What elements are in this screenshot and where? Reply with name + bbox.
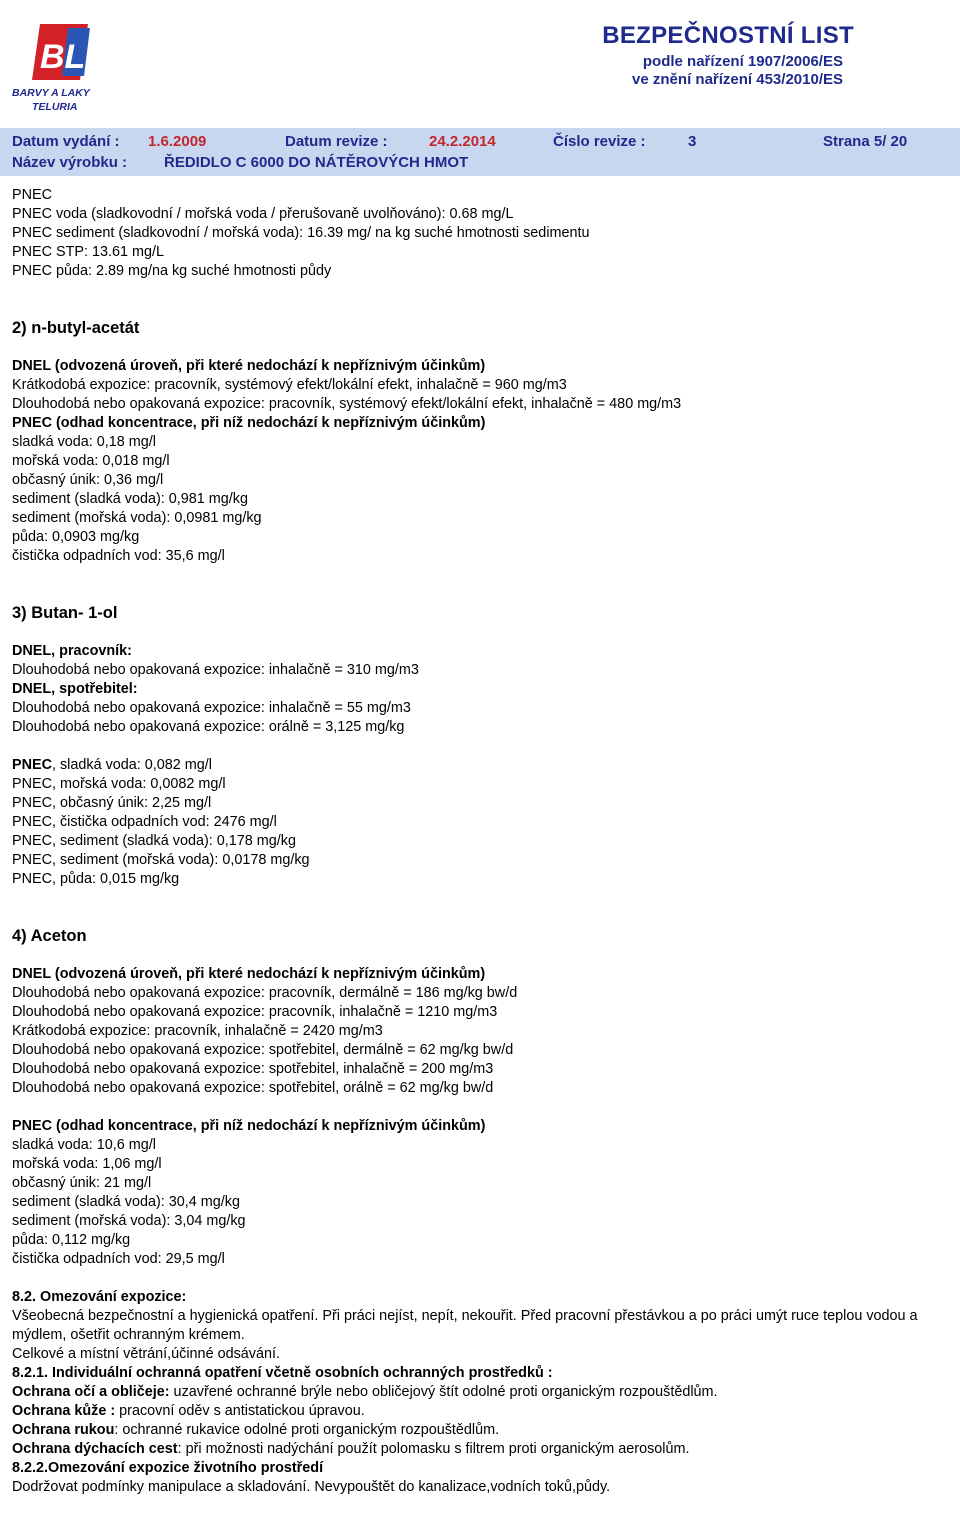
pnec-line: PNEC, občasný únik: 2,25 mg/l — [12, 795, 212, 811]
section-heading-8-2-1: 8.2.1. Individuální ochranná opatření včetně osobních ochranných prostředků : — [12, 1365, 553, 1381]
pnec-line: sladká voda: 10,6 mg/l — [12, 1137, 156, 1153]
dnel-line: Dlouhodobá nebo opakovaná expozice: spotřebitel, inhalačně = 200 mg/m3 — [12, 1061, 494, 1077]
dnel-line: Dlouhodobá nebo opakovaná expozice: pracovník, inhalačně = 1210 mg/m3 — [12, 1004, 498, 1020]
document-body — [12, 186, 948, 1497]
pnec-title: PNEC (odhad koncentrace, při níž nedochází k nepříznivým účinkům) — [12, 1118, 486, 1134]
dnel-line: Dlouhodobá nebo opakovaná expozice: spotřebitel, orálně = 62 mg/kg bw/d — [12, 1080, 494, 1096]
pnec-line: PNEC, čistička odpadních vod: 2476 mg/l — [12, 814, 277, 830]
pnec-line: PNEC sediment (sladkovodní / mořská voda): 16.39 mg/ na kg suché hmotnosti sedimentu — [12, 225, 590, 241]
environment-line: Dodržovat podmínky manipulace a skladování. Nevypouštět do kanalizace,vodních toků,půdy. — [12, 1479, 611, 1495]
revision-number-value: 3 — [688, 133, 697, 150]
pnec-line: PNEC STP: 13.61 mg/L — [12, 244, 164, 260]
dnel-worker-title: DNEL, pracovník: — [12, 643, 132, 659]
pnec-line: sladká voda: 0,18 mg/l — [12, 434, 156, 450]
issue-date-value: 1.6.2009 — [148, 133, 207, 150]
pnec-line: PNEC půda: 2.89 mg/na kg suché hmotnosti půdy — [12, 263, 332, 279]
revision-date-label: Datum revize : — [285, 133, 388, 150]
section-heading-butyl-acetate: 2) n-butyl-acetát — [12, 319, 140, 337]
company-logo — [10, 18, 120, 118]
pnec-line — [12, 756, 948, 775]
hand-protection-line — [12, 1421, 948, 1440]
hand-protection-text: : ochranné rukavice odolné proti organickým rozpouštědlům. — [114, 1422, 500, 1438]
logo-text-1: BARVY A LAKY — [12, 87, 90, 99]
respiratory-protection-label: Ochrana dýchacích cest — [12, 1441, 178, 1457]
pnec-value: , sladká voda: 0,082 mg/l — [51, 757, 212, 773]
product-label: Název výrobku : — [12, 154, 128, 171]
revision-date-value: 24.2.2014 — [429, 133, 496, 150]
pnec-line: občasný únik: 21 mg/l — [12, 1175, 152, 1191]
document-info-band — [0, 128, 960, 176]
dnel-consumer-title: DNEL, spotřebitel: — [12, 681, 138, 697]
pnec-line: PNEC, sediment (sladká voda): 0,178 mg/kg — [12, 833, 296, 849]
skin-protection-text: pracovní oděv s antistatickou úpravou. — [115, 1403, 365, 1419]
dnel-line: Dlouhodobá nebo opakovaná expozice: pracovník, dermálně = 186 mg/kg bw/d — [12, 985, 518, 1001]
logo-letters: BL — [40, 38, 86, 76]
dnel-line: Dlouhodobá nebo opakovaná expozice: orálně = 3,125 mg/kg — [12, 719, 405, 735]
page-number: Strana 5/ 20 — [823, 133, 908, 150]
pnec-bold-label: PNEC — [12, 757, 52, 773]
pnec-title: PNEC (odhad koncentrace, při níž nedochází k nepříznivým účinkům) — [12, 415, 486, 431]
pnec-line: sediment (mořská voda): 0,0981 mg/kg — [12, 510, 262, 526]
dnel-title: DNEL (odvozená úroveň, při které nedochází k nepříznivým účinkům) — [12, 966, 486, 982]
pnec-line: půda: 0,0903 mg/kg — [12, 529, 140, 545]
dnel-line: Dlouhodobá nebo opakovaná expozice: spotřebitel, dermálně = 62 mg/kg bw/d — [12, 1042, 514, 1058]
pnec-line: PNEC, sediment (mořská voda): 0,0178 mg/kg — [12, 852, 310, 868]
pnec-line: čistička odpadních vod: 35,6 mg/l — [12, 548, 225, 564]
regulation-line-2: ve znění nařízení 453/2010/ES — [632, 71, 843, 88]
regulation-line-1: podle nařízení 1907/2006/ES — [642, 53, 843, 70]
pnec-line: čistička odpadních vod: 29,5 mg/l — [12, 1251, 225, 1267]
dnel-line: Krátkodobá expozice: pracovník, inhalačně = 2420 mg/m3 — [12, 1023, 383, 1039]
eye-protection-text: uzavřené ochranné brýle nebo obličejový štít odolné proti organickým rozpouštědlům. — [169, 1384, 718, 1400]
issue-date-label: Datum vydání : — [12, 133, 120, 150]
section-heading-acetone: 4) Aceton — [12, 927, 87, 945]
pnec-line: občasný únik: 0,36 mg/l — [12, 472, 164, 488]
pnec-line: půda: 0,112 mg/kg — [12, 1232, 131, 1248]
hand-protection-label: Ochrana rukou — [12, 1422, 115, 1438]
revision-number-label: Číslo revize : — [553, 133, 646, 150]
hygiene-paragraph: Všeobecná bezpečnostní a hygienická opatření. Při práci nejíst, nepít, nekouřit. Před pracovní přestávkou a po práci umýt ruce teplou vodou a mýdlem, ošetřit ochranným krémem. — [12, 1308, 918, 1343]
pnec-title: PNEC — [12, 187, 52, 203]
dnel-line: Dlouhodobá nebo opakovaná expozice: inhalačně = 310 mg/m3 — [12, 662, 419, 678]
pnec-line: sediment (mořská voda): 3,04 mg/kg — [12, 1213, 246, 1229]
section-heading-8-2-2: 8.2.2.Omezování expozice životního prostředí — [12, 1460, 324, 1476]
section-heading-butanol: 3) Butan- 1-ol — [12, 604, 118, 622]
pnec-line: PNEC, mořská voda: 0,0082 mg/l — [12, 776, 226, 792]
pnec-line: sediment (sladká voda): 30,4 mg/kg — [12, 1194, 240, 1210]
logo-text-2: TELURIA — [32, 101, 78, 113]
skin-protection-label: Ochrana kůže : — [12, 1403, 116, 1419]
pnec-line: mořská voda: 0,018 mg/l — [12, 453, 170, 469]
dnel-title: DNEL (odvozená úroveň, při které nedochází k nepříznivým účinkům) — [12, 358, 486, 374]
respiratory-protection-line — [12, 1440, 948, 1459]
eye-protection-label: Ochrana očí a obličeje: — [12, 1384, 170, 1400]
dnel-line: Dlouhodobá nebo opakovaná expozice: inhalačně = 55 mg/m3 — [12, 700, 411, 716]
respiratory-protection-text: : při možnosti nadýchání použít polomasku s filtrem proti organickým aerosolům. — [177, 1441, 690, 1457]
dnel-line: Krátkodobá expozice: pracovník, systémový efekt/lokální efekt, inhalačně = 960 mg/m3 — [12, 377, 567, 393]
eye-protection-line — [12, 1383, 948, 1402]
document-title: BEZPEČNOSTNÍ LIST — [602, 22, 854, 49]
section-heading-8-2: 8.2. Omezování expozice: — [12, 1289, 187, 1305]
skin-protection-line — [12, 1402, 948, 1421]
pnec-line: mořská voda: 1,06 mg/l — [12, 1156, 162, 1172]
pnec-line: PNEC, půda: 0,015 mg/kg — [12, 871, 180, 887]
ventilation-line: Celkové a místní větrání,účinné odsávání. — [12, 1346, 280, 1362]
product-name: ŘEDIDLO C 6000 DO NÁTĚROVÝCH HMOT — [164, 154, 469, 171]
dnel-line: Dlouhodobá nebo opakovaná expozice: pracovník, systémový efekt/lokální efekt, inhalačně = 480 mg/m3 — [12, 396, 682, 412]
pnec-line: sediment (sladká voda): 0,981 mg/kg — [12, 491, 248, 507]
pnec-line: PNEC voda (sladkovodní / mořská voda / přerušovaně uvolňováno): 0.68 mg/L — [12, 206, 514, 222]
